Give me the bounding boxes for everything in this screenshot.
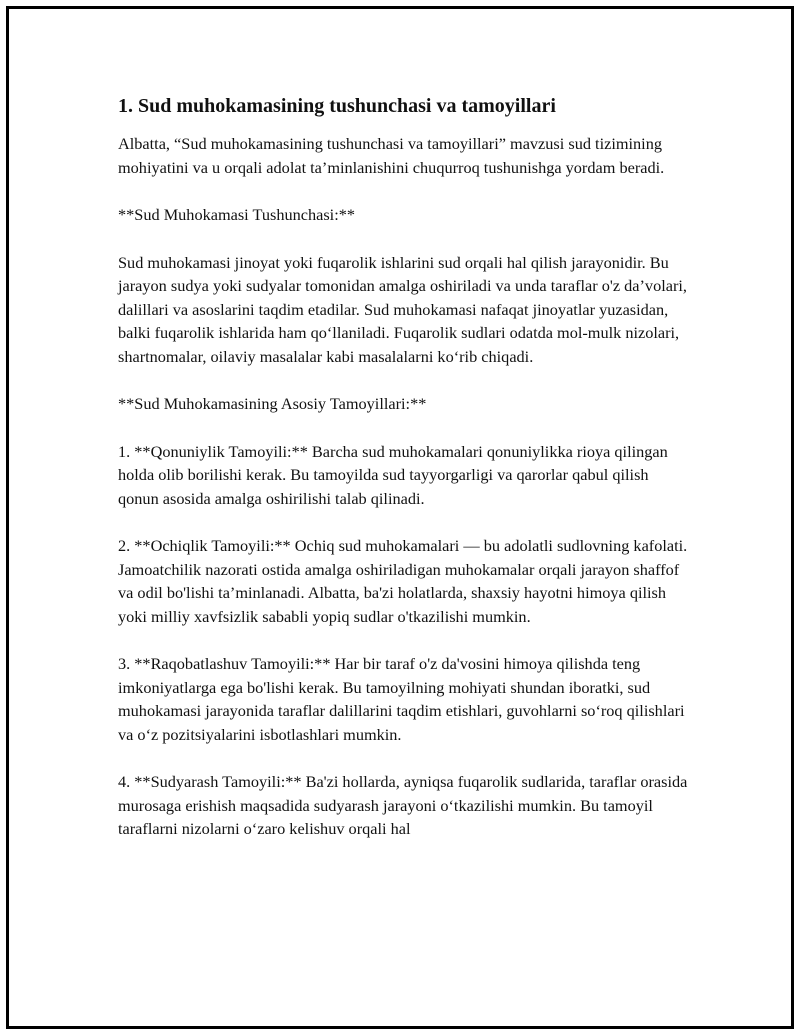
principle-openness: 2. **Ochiqlik Tamoyili:** Ochiq sud muhokamalari — bu adolatli sudlovning kafolati. Jamoatchilik nazorati ostida amalga oshiriladigan muhokamalar orqali jarayon shaffof va odil bo'lishi ta’minlanadi. Albatta, ba'zi holatlarda, shaxsiy hayotni himoya qilish yoki milliy xavfsizlik sababli yopiq sudlar o'tkazilishi mumkin. bbox=[118, 536, 688, 626]
document-body bbox=[118, 94, 693, 865]
concept-paragraph: Sud muhokamasi jinoyat yoki fuqarolik ishlarini sud orqali hal qilish jarayonidir. Bu jarayon sudya yoki sudyalar tomonidan amalga oshiriladi va unda taraflar o'z da’volari, dalillari va asoslarini taqdim etadilar. Sud muhokamasi nafaqat jinoyatlar yuzasidan, balki fuqarolik ishlarida ham qo‘llaniladi. Fuqarolik sudlari odatda mol-mulk nizolari, shartnomalar, oilaviy masalalar kabi masalalarni ko‘rib chiqadi. bbox=[118, 252, 687, 366]
intro-paragraph: Albatta, “Sud muhokamasining tushunchasi va tamoyillari” mavzusi sud tizimining mohiyatini va u orqali adolat ta’minlanishini chuqurroq tushunishga yordam beradi. bbox=[118, 134, 665, 177]
principle-legality: 1. **Qonuniylik Tamoyili:** Barcha sud muhokamalari qonuniylikka rioya qilingan holda olib borilishi kerak. Bu tamoyilda sud tayyorgarligi va qarorlar qabul qilish qonun asosida amalga oshirilishi talab qilinadi. bbox=[118, 441, 668, 508]
section-heading-principles: **Sud Muhokamasining Asosiy Tamoyillari:** bbox=[118, 394, 427, 413]
document-title: 1. Sud muhokamasining tushunchasi va tamoyillari bbox=[118, 95, 556, 117]
principle-adversarial: 3. **Raqobatlashuv Tamoyili:** Har bir taraf o'z da'vosini himoya qilishda teng imkoniyatlarga ega bo'lishi kerak. Bu tamoyilning mohiyati shundan iboratki, sud muhokamasi jarayonida taraflar dalillarini taqdim etishlari, guvohlarni so‘roq qilishlari va o‘z pozitsiyalarini isbotlashlari mumkin. bbox=[118, 654, 685, 744]
principle-mediation: 4. **Sudyarash Tamoyili:** Ba'zi hollarda, ayniqsa fuqarolik sudlarida, taraflar orasida murosaga erishish maqsadida sudyarash jarayoni o‘tkazilishi mumkin. Bu tamoyil taraflarni nizolarni o‘zaro kelishuv orqali hal bbox=[118, 772, 688, 838]
section-heading-concept: **Sud Muhokamasi Tushunchasi:** bbox=[118, 205, 356, 224]
